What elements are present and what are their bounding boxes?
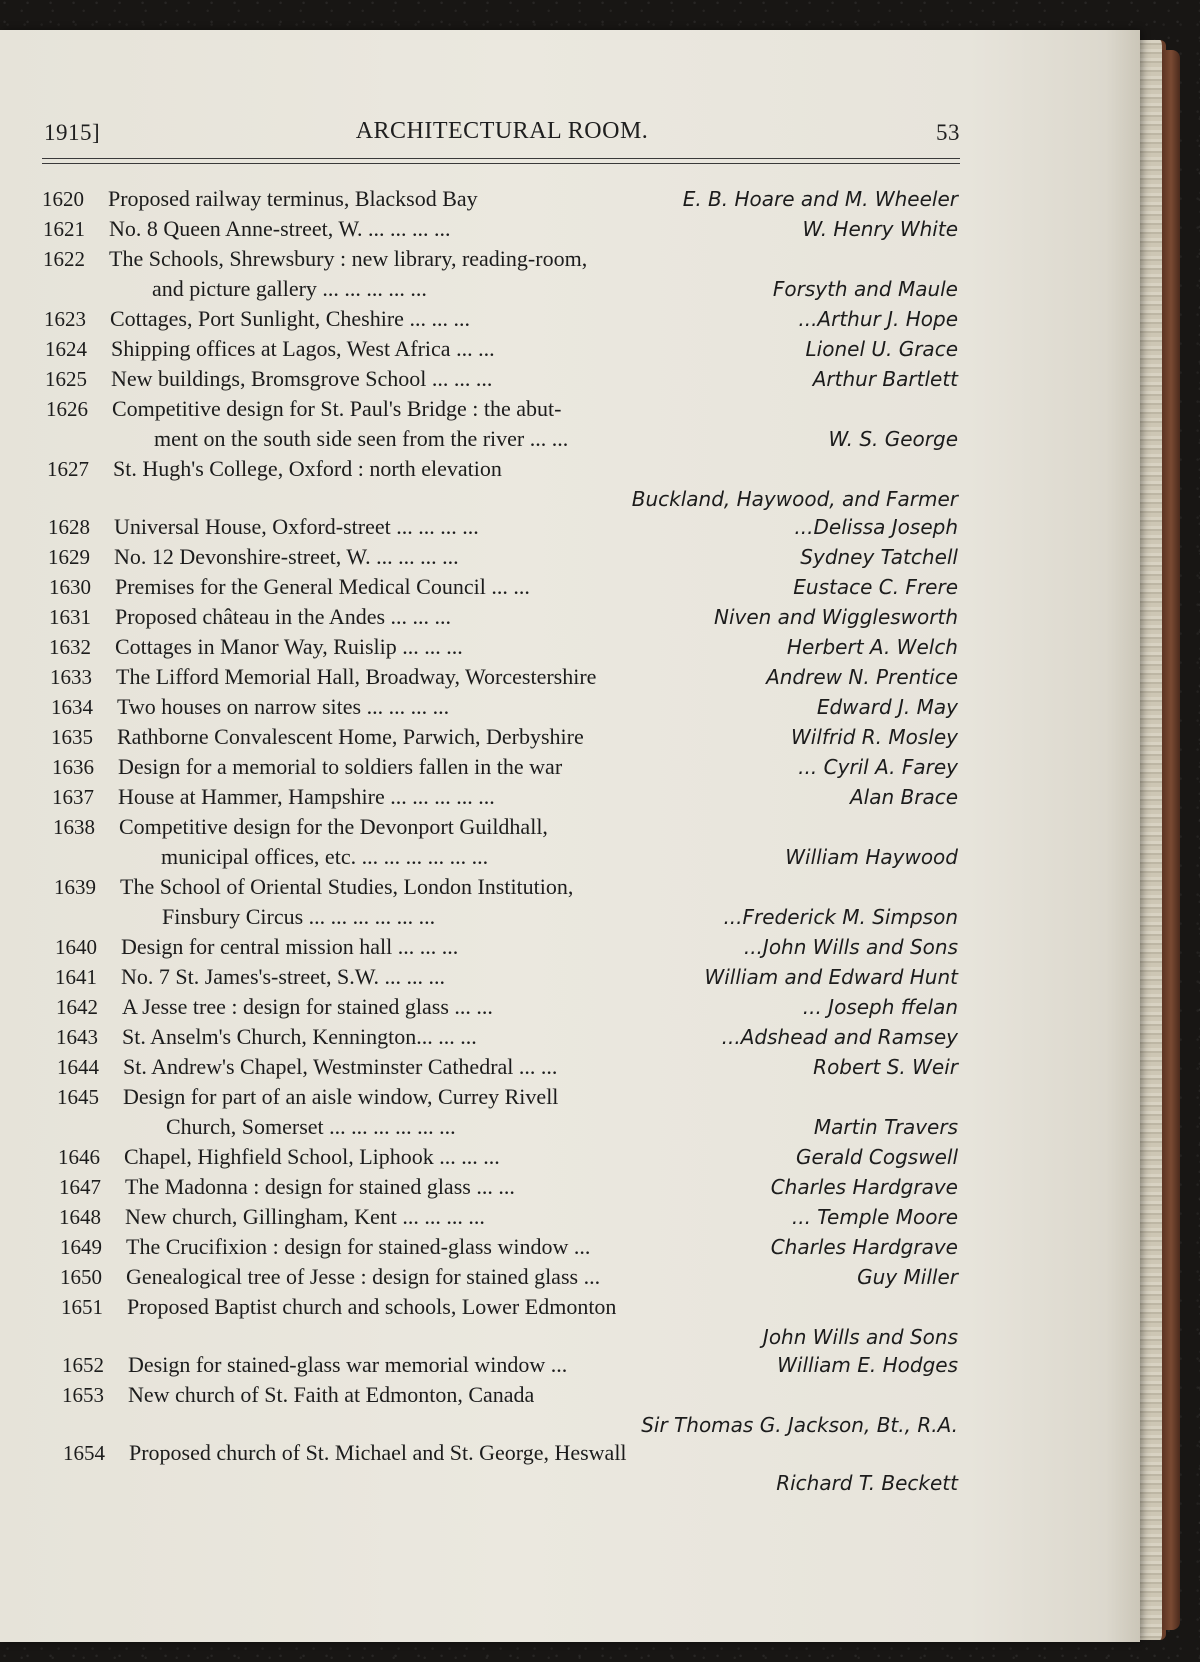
- entry-number: 1627: [47, 457, 89, 481]
- catalogue-entry: [0, 782, 1140, 812]
- entry-line: [0, 842, 1140, 872]
- entry-number: 1630: [49, 575, 91, 599]
- catalogue-entry: [0, 632, 1140, 662]
- catalogue-entry: [0, 812, 1140, 872]
- entry-title: Cottages in Manor Way, Ruislip ... ... ...: [115, 634, 463, 659]
- entry-architect: John Wills and Sons: [762, 1325, 958, 1349]
- entry-line: [0, 364, 1140, 394]
- entry-line: [0, 962, 1140, 992]
- entry-architect: ...Delissa Joseph: [794, 515, 958, 539]
- entry-number: 1648: [59, 1205, 101, 1229]
- catalogue-entry: [0, 184, 1140, 214]
- entry-title: Proposed church of St. Michael and St. George, Heswall: [129, 1440, 627, 1465]
- entry-title: Design for a memorial to soldiers fallen in the war: [118, 754, 563, 779]
- catalogue-entry: [0, 542, 1140, 572]
- catalogue-entry: [0, 1380, 1140, 1438]
- catalogue-entry: [0, 454, 1140, 512]
- entry-number: 1635: [51, 725, 93, 749]
- catalogue-entry: [0, 1262, 1140, 1292]
- entry-architect: Eustace C. Frere: [793, 575, 958, 599]
- entry-title: New buildings, Bromsgrove School ... ... ...: [111, 366, 493, 391]
- entry-architect: William and Edward Hunt: [704, 965, 958, 989]
- entry-number: 1621: [43, 217, 85, 241]
- catalogue-entry: [0, 1142, 1140, 1172]
- catalogue-entry: [0, 1052, 1140, 1082]
- entry-architect: ...John Wills and Sons: [743, 935, 958, 959]
- catalogue-entry: [0, 304, 1140, 334]
- entry-architect: Charles Hardgrave: [770, 1175, 958, 1199]
- entry-title: The School of Oriental Studies, London Institution,: [120, 874, 574, 899]
- entry-number: 1629: [48, 545, 90, 569]
- entry-number: 1647: [59, 1175, 101, 1199]
- catalogue-entry: [0, 602, 1140, 632]
- catalogue-entry: [0, 1172, 1140, 1202]
- entry-architect: Forsyth and Maule: [772, 277, 958, 301]
- entry-architect: W. Henry White: [802, 217, 958, 241]
- entry-architect: ...Frederick M. Simpson: [723, 905, 958, 929]
- entry-title: Church, Somerset ... ... ... ... ... ...: [166, 1114, 456, 1139]
- catalogue-entry: [0, 872, 1140, 932]
- entry-title: and picture gallery ... ... ... ... ...: [152, 276, 427, 301]
- entry-title: Competitive design for St. Paul's Bridge : the abut-: [112, 396, 562, 421]
- catalogue-entry: [0, 1292, 1140, 1350]
- entry-line: [0, 812, 1140, 842]
- entry-line: [0, 1142, 1140, 1172]
- entry-line: [0, 932, 1140, 962]
- entry-number: 1641: [55, 965, 97, 989]
- entry-number: 1638: [53, 815, 95, 839]
- entry-line: [0, 244, 1140, 274]
- entry-title: The Crucifixion : design for stained-glass window ...: [126, 1234, 591, 1259]
- entry-line: [0, 1172, 1140, 1202]
- entry-number: 1654: [63, 1441, 105, 1465]
- entry-line: [0, 902, 1140, 932]
- entry-architect: Sir Thomas G. Jackson, Bt., R.A.: [641, 1413, 958, 1437]
- entry-architect: Charles Hardgrave: [770, 1235, 958, 1259]
- entry-title: St. Hugh's College, Oxford : north elevation: [113, 456, 502, 481]
- entry-architect: Martin Travers: [813, 1115, 958, 1139]
- entry-architect: Buckland, Haywood, and Farmer: [631, 487, 958, 511]
- entry-title: Proposed Baptist church and schools, Lower Edmonton: [127, 1294, 617, 1319]
- entry-architect: Richard T. Beckett: [776, 1471, 958, 1495]
- entry-number: 1642: [56, 995, 98, 1019]
- entry-number: 1640: [55, 935, 97, 959]
- entry-number: 1646: [58, 1145, 100, 1169]
- entry-line: [0, 1322, 1140, 1350]
- entry-number: 1626: [46, 397, 88, 421]
- entry-line: [0, 1082, 1140, 1112]
- entry-title: Finsbury Circus ... ... ... ... ... ...: [162, 904, 436, 929]
- entry-number: 1651: [61, 1295, 103, 1319]
- entry-number: 1623: [44, 307, 86, 331]
- entry-line: [0, 184, 1140, 214]
- catalogue-entry: [0, 692, 1140, 722]
- entry-title: The Lifford Memorial Hall, Broadway, Worcestershire: [116, 664, 597, 689]
- entry-number: 1650: [60, 1265, 102, 1289]
- catalogue-entry: [0, 932, 1140, 962]
- catalogue-entry: [0, 214, 1140, 244]
- header-year: 1915]: [44, 120, 101, 145]
- catalogue-entry: [0, 1202, 1140, 1232]
- catalogue-entry: [0, 1022, 1140, 1052]
- entry-title: Chapel, Highfield School, Liphook ... ... ...: [124, 1144, 500, 1169]
- entry-line: [0, 782, 1140, 812]
- entry-line: [0, 722, 1140, 752]
- entry-line: [0, 304, 1140, 334]
- entry-architect: William Haywood: [785, 845, 958, 869]
- page-header: [44, 112, 960, 152]
- header-rule: [42, 158, 960, 164]
- entry-title: A Jesse tree : design for stained glass ... ...: [122, 994, 493, 1019]
- entry-title: No. 7 St. James's-street, S.W. ... ... ...: [121, 964, 445, 989]
- catalogue-entry: [0, 364, 1140, 394]
- entry-line: [0, 542, 1140, 572]
- entry-number: 1633: [50, 665, 92, 689]
- entry-line: [0, 1380, 1140, 1410]
- entry-line: [0, 1202, 1140, 1232]
- page-title: ARCHITECTURAL ROOM.: [355, 118, 649, 144]
- entry-title: Design for central mission hall ... ... ...: [121, 934, 459, 959]
- entry-number: 1632: [49, 635, 91, 659]
- entry-line: [0, 992, 1140, 1022]
- entry-architect: E. B. Hoare and M. Wheeler: [682, 187, 958, 211]
- entry-title: Universal House, Oxford-street ... ... ... ...: [114, 514, 479, 539]
- catalogue-entry: [0, 244, 1140, 304]
- catalogue-entry: [0, 572, 1140, 602]
- entry-architect: ... Temple Moore: [791, 1205, 958, 1229]
- entry-number: 1645: [57, 1085, 99, 1109]
- entry-line: [0, 1052, 1140, 1082]
- entry-title: ment on the south side seen from the river ... ...: [154, 426, 569, 451]
- page-number: 53: [936, 120, 960, 145]
- entry-line: [0, 274, 1140, 304]
- entry-architect: ...Adshead and Ramsey: [721, 1025, 958, 1049]
- entry-architect: Wilfrid R. Mosley: [791, 725, 958, 749]
- entry-number: 1625: [45, 367, 87, 391]
- entry-title: St. Anselm's Church, Kennington... ... ...: [122, 1024, 477, 1049]
- entry-line: [0, 1350, 1140, 1380]
- entry-architect: Robert S. Weir: [813, 1055, 958, 1079]
- entry-number: 1652: [62, 1353, 104, 1377]
- entry-architect: Herbert A. Welch: [786, 635, 958, 659]
- entry-title: No. 8 Queen Anne-street, W. ... ... ... ...: [109, 216, 451, 241]
- entry-title: Cottages, Port Sunlight, Cheshire ... ... ...: [110, 306, 470, 331]
- entry-title: Proposed railway terminus, Blacksod Bay: [108, 186, 478, 211]
- entry-line: [0, 662, 1140, 692]
- entry-architect: Gerald Cogswell: [796, 1145, 958, 1169]
- entry-architect: ...Arthur J. Hope: [798, 307, 958, 331]
- catalogue-entry: [0, 334, 1140, 364]
- entry-line: [0, 424, 1140, 454]
- entry-line: [0, 692, 1140, 722]
- catalogue-entry: [0, 962, 1140, 992]
- entry-title: Genealogical tree of Jesse : design for stained glass ...: [126, 1264, 601, 1289]
- catalogue-entry: [0, 1232, 1140, 1262]
- entry-architect: Guy Miller: [857, 1265, 958, 1289]
- entry-architect: ... Cyril A. Farey: [798, 755, 958, 779]
- catalogue-entries: [0, 184, 1140, 1496]
- entry-architect: Lionel U. Grace: [805, 337, 958, 361]
- entry-title: Proposed château in the Andes ... ... ...: [115, 604, 452, 629]
- catalogue-entry: [0, 722, 1140, 752]
- entry-line: [0, 572, 1140, 602]
- entry-line: [0, 1468, 1140, 1496]
- entry-line: [0, 394, 1140, 424]
- entry-line: [0, 602, 1140, 632]
- catalogue-entry: [0, 1082, 1140, 1142]
- entry-architect: ... Joseph ffelan: [802, 995, 958, 1019]
- entry-line: [0, 1262, 1140, 1292]
- entry-title: Rathborne Convalescent Home, Parwich, Derbyshire: [117, 724, 584, 749]
- entry-line: [0, 872, 1140, 902]
- entry-title: Competitive design for the Devonport Guildhall,: [119, 814, 548, 839]
- entry-title: House at Hammer, Hampshire ... ... ... ... ...: [118, 784, 495, 809]
- entry-number: 1653: [62, 1383, 104, 1407]
- entry-architect: Sydney Tatchell: [800, 545, 958, 569]
- catalogue-entry: [0, 1438, 1140, 1496]
- entry-number: 1649: [60, 1235, 102, 1259]
- entry-title: Design for part of an aisle window, Currey Rivell: [123, 1084, 559, 1109]
- entry-line: [0, 752, 1140, 782]
- entry-title: Premises for the General Medical Council ... ...: [115, 574, 530, 599]
- entry-number: 1620: [42, 187, 84, 211]
- entry-line: [0, 1232, 1140, 1262]
- catalogue-entry: [0, 752, 1140, 782]
- entry-number: 1622: [43, 247, 85, 271]
- entry-line: [0, 1292, 1140, 1322]
- entry-number: 1637: [52, 785, 94, 809]
- entry-line: [0, 1410, 1140, 1438]
- entry-architect: Niven and Wigglesworth: [713, 605, 958, 629]
- entry-number: 1636: [52, 755, 94, 779]
- entry-title: Two houses on narrow sites ... ... ... ...: [117, 694, 450, 719]
- entry-line: [0, 632, 1140, 662]
- entry-architect: W. S. George: [828, 427, 958, 451]
- entry-line: [0, 1438, 1140, 1468]
- catalogue-entry: [0, 662, 1140, 692]
- entry-architect: Edward J. May: [816, 695, 958, 719]
- entry-title: Shipping offices at Lagos, West Africa ... ...: [111, 336, 495, 361]
- entry-number: 1631: [49, 605, 91, 629]
- entry-title: The Madonna : design for stained glass ... ...: [125, 1174, 515, 1199]
- entry-line: [0, 214, 1140, 244]
- entry-title: No. 12 Devonshire-street, W. ... ... ... ...: [114, 544, 459, 569]
- entry-line: [0, 334, 1140, 364]
- entry-line: [0, 512, 1140, 542]
- entry-title: New church, Gillingham, Kent ... ... ... ...: [125, 1204, 485, 1229]
- entry-line: [0, 484, 1140, 512]
- entry-architect: Andrew N. Prentice: [766, 665, 958, 689]
- catalogue-entry: [0, 512, 1140, 542]
- entry-line: [0, 1022, 1140, 1052]
- entry-architect: William E. Hodges: [777, 1353, 958, 1377]
- entry-number: 1644: [57, 1055, 99, 1079]
- entry-title: Design for stained-glass war memorial window ...: [128, 1352, 568, 1377]
- entry-number: 1643: [56, 1025, 98, 1049]
- entry-number: 1639: [54, 875, 96, 899]
- entry-number: 1628: [48, 515, 90, 539]
- entry-title: New church of St. Faith at Edmonton, Canada: [128, 1382, 535, 1407]
- book-binding: [1162, 50, 1180, 1630]
- entry-number: 1624: [45, 337, 87, 361]
- catalogue-entry: [0, 394, 1140, 454]
- catalogue-entry: [0, 1350, 1140, 1380]
- entry-architect: Alan Brace: [849, 785, 958, 809]
- entry-title: St. Andrew's Chapel, Westminster Cathedral ... ...: [123, 1054, 558, 1079]
- entry-line: [0, 1112, 1140, 1142]
- entry-architect: Arthur Bartlett: [812, 367, 958, 391]
- catalogue-entry: [0, 992, 1140, 1022]
- entry-title: municipal offices, etc. ... ... ... ... ... ...: [161, 844, 489, 869]
- entry-number: 1634: [51, 695, 93, 719]
- entry-line: [0, 454, 1140, 484]
- entry-title: The Schools, Shrewsbury : new library, reading-room,: [109, 246, 588, 271]
